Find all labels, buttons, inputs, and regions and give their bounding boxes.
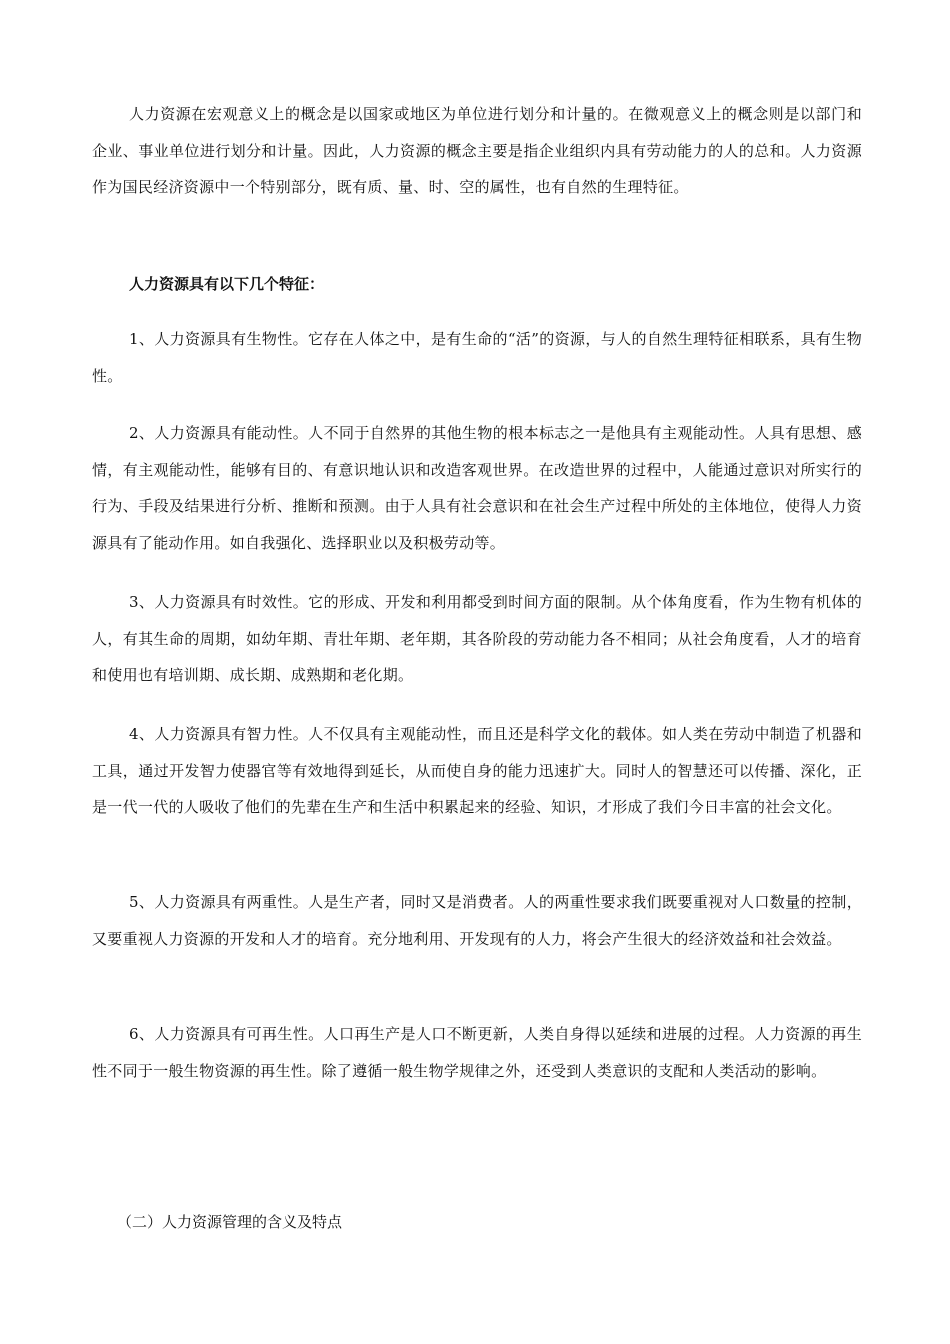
feature-paragraph-2: 2、人力资源具有能动性。人不同于自然界的其他生物的根本标志之一是他具有主观能动性。人具有思想、感情，有主观能动性，能够有目的、有意识地认识和改造客观世界。在改造世界的过程中，人能通过意识对所实行的行为、手段及结果进行分析、推断和预测。由于人具有社会意识和在社会生产过程中所处的主体地位，使得人力资源具有了能动作用。如自我强化、选择职业以及积极劳动等。 <box>92 424 862 552</box>
feature-paragraph-5: 5、人力资源具有两重性。人是生产者，同时又是消费者。人的两重性要求我们既要重视对人口数量的控制，又要重视人力资源的开发和人才的培育。充分地利用、开发现有的人力，将会产生很大的经济效益和社会效益。 <box>92 893 862 948</box>
feature-paragraph-4: 4、人力资源具有智力性。人不仅具有主观能动性，而且还是科学文化的载体。如人类在劳动中制造了机器和工具，通过开发智力使器官等有效地得到延长，从而使自身的能力迅速扩大。同时人的智慧还可以传播、深化，正是一代一代的人吸收了他们的先辈在生产和生活中积累起来的经验、知识，才形成了我们今日丰富的社会文化。 <box>92 725 862 816</box>
features-heading: 人力资源具有以下几个特征： <box>129 275 325 293</box>
feature-paragraph-6: 6、人力资源具有可再生性。人口再生产是人口不断更新，人类自身得以延续和进展的过程。人力资源的再生性不同于一般生物资源的再生性。除了遵循一般生物学规律之外，还受到人类意识的支配和人类活动的影响。 <box>92 1025 862 1080</box>
feature-paragraph-1: 1、人力资源具有生物性。它存在人体之中，是有生命的“活”的资源，与人的自然生理特征相联系，具有生物性。 <box>92 330 862 385</box>
feature-paragraph-3: 3、人力资源具有时效性。它的形成、开发和利用都受到时间方面的限制。从个体角度看，作为生物有机体的人，有其生命的周期，如幼年期、青壮年期、老年期，其各阶段的劳动能力各不相同；从社会角度看，人才的培育和使用也有培训期、成长期、成熟期和老化期。 <box>92 593 862 684</box>
intro-paragraph: 人力资源在宏观意义上的概念是以国家或地区为单位进行划分和计量的。在微观意义上的概念则是以部门和企业、事业单位进行划分和计量。因此，人力资源的概念主要是指企业组织内具有劳动能力的人的总和。人力资源作为国民经济资源中一个特别部分，既有质、量、时、空的属性，也有自然的生理特征。 <box>92 105 862 196</box>
section-heading: （二）人力资源管理的含义及特点 <box>117 1213 343 1231</box>
